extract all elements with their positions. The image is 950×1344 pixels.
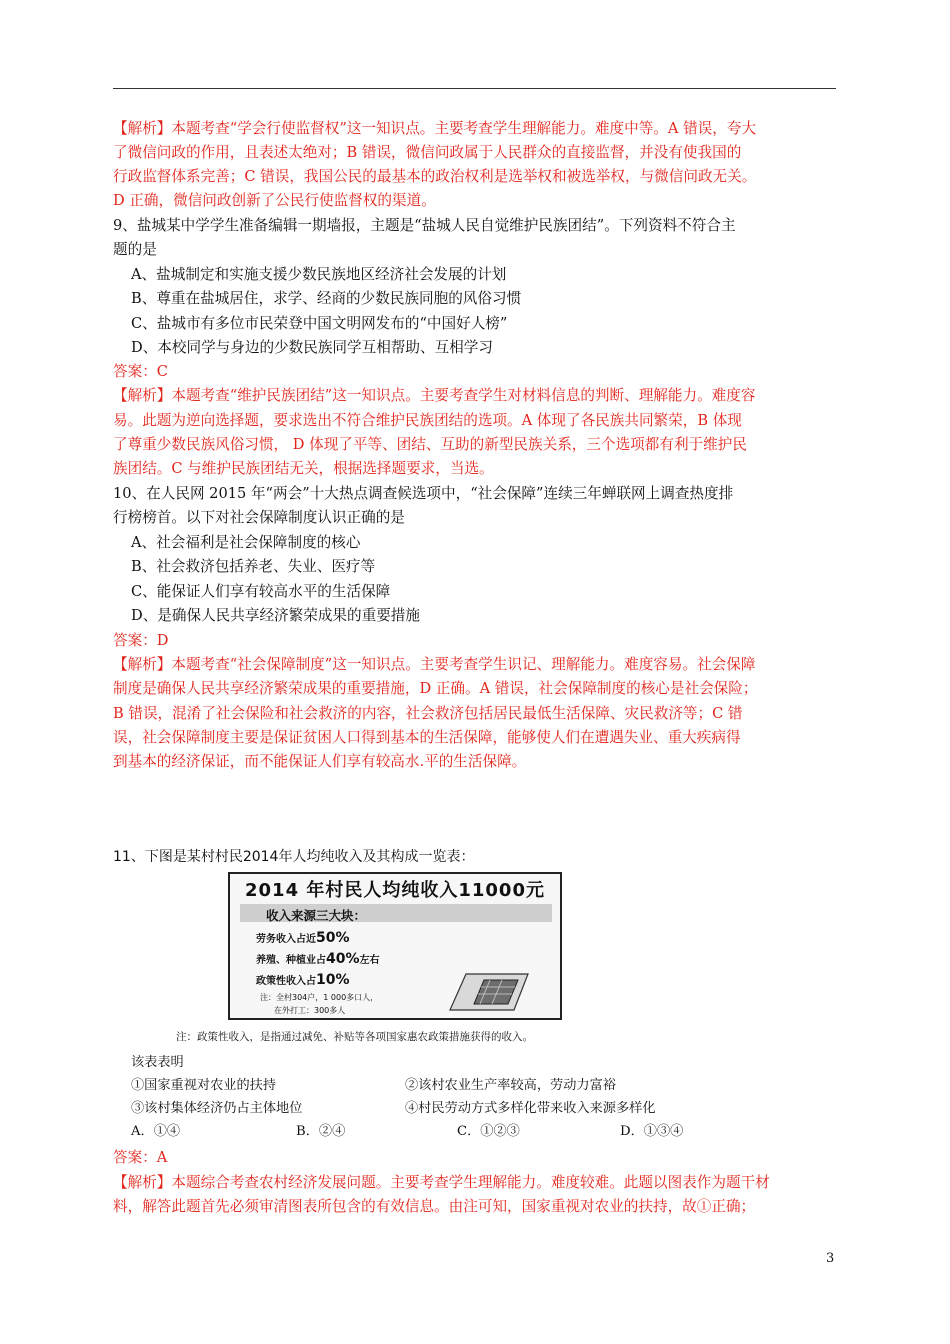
q9-option-b: B、尊重在盐城居住，求学、经商的少数民族同胞的风俗习惯 <box>131 290 522 307</box>
figure-title: 2014 年村民人均纯收入11000元 <box>245 880 545 901</box>
analysis-line: 到基本的经济保证，而不能保证人们享有较高水.平的生活保障。 <box>113 753 527 770</box>
q11-statement-4: ④村民劳动方式多样化带来收入来源多样化 <box>405 1101 656 1116</box>
analysis-line: 料，解答此题首先必须审清图表所包含的有效信息。由注可知，国家重视对农业的扶持，故①正确； <box>113 1198 756 1215</box>
q11-stem: 11、下图是某村村民2014年人均纯收入及其构成一览表： <box>113 849 475 865</box>
figure-row-policy: 政策性收入占10% <box>256 972 350 988</box>
figure-footnote: 注：政策性收入，是指通过减免、补贴等各项国家惠农政策措施获得的收入。 <box>176 1031 533 1043</box>
q11-choice-a: A．①④ <box>131 1124 181 1139</box>
analysis-line: 族团结。C 与维护民族团结无关，根据选择题要求，当选。 <box>113 460 494 477</box>
analysis-line: 了尊重少数民族风俗习惯， D 体现了平等、团结、互助的新型民族关系，三个选项都有利于维护民 <box>113 436 747 453</box>
q9-stem: 9、盐城某中学学生准备编辑一期墙报，主题是“盐城人民自觉维护民族团结”。下列资料不符合主 <box>113 217 736 234</box>
q11-lead: 该表表明 <box>131 1055 184 1070</box>
figure-note: 注：全村304户，1 000多口人， <box>260 993 379 1002</box>
q11-choice-b: B．②④ <box>296 1124 346 1139</box>
figure-note: 在外打工：300多人 <box>274 1006 346 1015</box>
q10-option-b: B、社会救济包括养老、失业、医疗等 <box>131 558 376 575</box>
q11-statement-2: ②该村农业生产率较高，劳动力富裕 <box>405 1078 616 1093</box>
q9-option-c: C、盐城市有多位市民荣登中国文明网发布的“中国好人榜” <box>131 315 508 332</box>
analysis-line: D 正确，微信问政创新了公民行使监督权的渠道。 <box>113 192 436 209</box>
figure-row-labor: 劳务收入占近50% <box>256 930 350 946</box>
income-table-figure <box>228 872 562 1020</box>
analysis-line: 【解析】本题考查“社会保障制度”这一知识点。主要考查学生识记、理解能力。难度容易。社会保障 <box>113 656 756 673</box>
q11-choice-d: D．①③④ <box>620 1124 684 1139</box>
q11-statement-1: ①国家重视对农业的扶持 <box>131 1078 277 1093</box>
q10-option-a: A、社会福利是社会保障制度的核心 <box>131 534 361 551</box>
q10-stem: 10、在人民网 2015 年“两会”十大热点调查候选项中，“社会保障”连续三年蝉联网上调查热度排 <box>113 485 734 502</box>
q11-answer: 答案：A <box>113 1149 168 1166</box>
q10-option-d: D、是确保人民共享经济繁荣成果的重要措施 <box>131 607 420 624</box>
analysis-line: 误，社会保障制度主要是保证贫困人口得到基本的生活保障，能够使人们在遭遇失业、重大疾病得 <box>113 729 741 746</box>
analysis-line: 【解析】本题考查“学会行使监督权”这一知识点。主要考查学生理解能力。难度中等。A 错误，夸大 <box>113 120 757 137</box>
analysis-line: 行政监督体系完善；C 错误，我国公民的最基本的政治权利是选举权和被选举权，与微信问政无关。 <box>113 168 757 185</box>
q9-option-a: A、盐城制定和实施支援少数民族地区经济社会发展的计划 <box>131 266 507 283</box>
analysis-line: 易。此题为逆向选择题，要求选出不符合维护民族团结的选项。A 体现了各民族共同繁荣，B 体现 <box>113 412 742 429</box>
analysis-line: 【解析】本题综合考查农村经济发展问题。主要考查学生理解能力。难度较难。此题以图表作为题干材 <box>113 1174 770 1191</box>
analysis-line: B 错误，混淆了社会保险和社会救济的内容，社会救济包括居民最低生活保障、灾民救济等；C 错 <box>113 705 743 722</box>
figure-subtitle: 收入来源三大块： <box>266 908 367 923</box>
analysis-line: 制度是确保人民共享经济繁荣成果的重要措施，D 正确。A 错误，社会保障制度的核心是社会保险； <box>113 680 758 697</box>
q9-option-d: D、本校同学与身边的少数民族同学互相帮助、互相学习 <box>131 339 493 356</box>
q10-option-c: C、能保证人们享有较高水平的生活保障 <box>131 583 391 600</box>
figure-row-farming: 养殖、种植业占40%左右 <box>256 951 380 967</box>
q11-choice-c: C．①②③ <box>457 1124 520 1139</box>
page-number: 3 <box>826 1251 835 1266</box>
analysis-line: 了微信问政的作用，且表述太绝对；B 错误，微信问政属于人民群众的直接监督，并没有使我国的 <box>113 144 742 161</box>
calculator-icon <box>444 970 530 1012</box>
q10-answer: 答案：D <box>113 632 169 649</box>
q9-answer: 答案：C <box>113 363 168 380</box>
analysis-line: 【解析】本题考查“维护民族团结”这一知识点。主要考查学生对材料信息的判断、理解能力。难度容 <box>113 387 756 404</box>
header-rule <box>113 88 836 89</box>
q10-stem: 行榜榜首。以下对社会保障制度认识正确的是 <box>113 509 405 526</box>
q11-statement-3: ③该村集体经济仍占主体地位 <box>131 1101 303 1116</box>
q9-stem: 题的是 <box>113 241 157 258</box>
